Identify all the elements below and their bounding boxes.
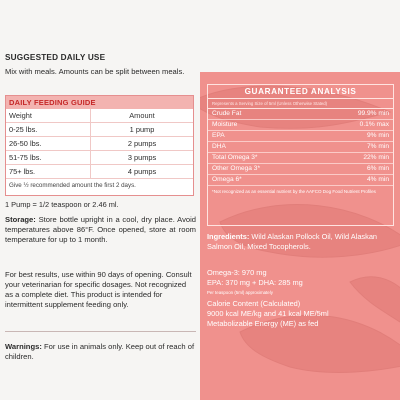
nutrient-value: 4% min	[367, 176, 389, 183]
warnings-text: For use in animals only. Keep out of reach of children.	[5, 342, 195, 361]
nutrient-name: EPA	[212, 132, 225, 139]
guaranteed-analysis-box	[207, 84, 394, 226]
epa-dha-amount: EPA: 370 mg + DHA: 285 mg	[207, 278, 303, 287]
nutrient-name: DHA	[212, 143, 226, 150]
amount-cell: 3 pumps	[91, 151, 194, 165]
suggested-daily-use-heading: SUGGESTED DAILY USE	[5, 53, 106, 62]
daily-feeding-guide-table	[5, 95, 194, 196]
omega3-amount: Omega-3: 970 mg	[207, 268, 267, 277]
nutrient-value: 6% min	[367, 165, 389, 172]
feeding-guide-title: DAILY FEEDING GUIDE	[6, 96, 193, 109]
nutrient-name: Crude Fat	[212, 110, 242, 117]
pump-equivalent: 1 Pump = 1/2 teaspoon or 2.46 ml.	[5, 200, 119, 209]
table-row	[6, 151, 193, 165]
nutrient-name: Moisture	[212, 121, 238, 128]
calorie-content	[207, 299, 393, 329]
analysis-row	[208, 153, 393, 164]
nutrient-value: 7% min	[367, 143, 389, 150]
weight-cell: 26-50 lbs.	[6, 137, 91, 151]
calorie-heading: Calorie Content (Calculated)	[207, 299, 301, 308]
nutrient-value: 22% min	[363, 154, 389, 161]
weight-cell: 75+ lbs.	[6, 165, 91, 179]
table-row	[6, 165, 193, 179]
nutrient-name: Total Omega 3*	[212, 154, 258, 161]
guaranteed-analysis-title: GUARANTEED ANALYSIS	[208, 85, 393, 99]
amount-cell: 1 pump	[91, 123, 194, 137]
right-panel	[200, 72, 400, 400]
section-divider	[5, 331, 196, 332]
ingredients-text: Wild Alaskan Pollock Oil, Wild Alaskan Salmon Oil, Mixed Tocopherols.	[207, 232, 378, 251]
calorie-line-2: Metabolizable Energy (ME) as fed	[207, 319, 319, 328]
analysis-row	[208, 109, 393, 120]
warnings-label: Warnings:	[5, 342, 42, 351]
table-row	[6, 123, 193, 137]
storage-label: Storage:	[5, 215, 36, 224]
amount-cell: 4 pumps	[91, 165, 194, 179]
analysis-row	[208, 164, 393, 175]
nutrient-value: 0.1% max	[359, 121, 389, 128]
analysis-row	[208, 175, 393, 186]
warnings-paragraph	[5, 342, 196, 362]
storage-paragraph	[5, 215, 196, 245]
ingredients-label: Ingredients:	[207, 232, 250, 241]
nutrient-value: 9% min	[367, 132, 389, 139]
table-row	[6, 137, 193, 151]
mix-instructions: Mix with meals. Amounts can be split between meals.	[5, 67, 185, 76]
storage-text: Store bottle upright in a cool, dry place. Avoid temperatures above 86°F. Once opened, store at room temperature for up to 1 month.	[5, 215, 196, 244]
weight-column-header: Weight	[6, 109, 91, 123]
table-header-row	[6, 109, 193, 123]
weight-cell: 51-75 lbs.	[6, 151, 91, 165]
per-serving-note: Per teaspoon (5ml) approximately	[207, 290, 273, 295]
nutrient-name: Omega 6*	[212, 176, 242, 183]
feeding-note: Give ½ recommended amount the first 2 days.	[9, 182, 136, 189]
calorie-line-1: 9000 kcal ME/kg and 41 kcal ME/5ml	[207, 309, 329, 318]
amount-cell: 2 pumps	[91, 137, 194, 151]
omega-content	[207, 268, 393, 298]
amount-column-header: Amount	[91, 109, 194, 123]
analysis-row	[208, 131, 393, 142]
ingredients-paragraph	[207, 232, 393, 252]
serving-size-note: Represents a Serving Size of 5ml (Unless Otherwise Stated)	[208, 99, 393, 109]
best-results-paragraph: For best results, use within 90 days of opening. Consult your veterinarian for specific dosages. Not recognized as a complete diet. This product is intended for intermittent supplement feeding only.	[5, 270, 192, 309]
feeding-table	[6, 109, 193, 179]
nutrient-name: Other Omega 3*	[212, 165, 261, 172]
analysis-row	[208, 142, 393, 153]
weight-cell: 0-25 lbs.	[6, 123, 91, 137]
analysis-row	[208, 120, 393, 131]
nutrient-value: 99.9% min	[357, 110, 389, 117]
analysis-footnote: *Not recognized as an essential nutrient by the AAFCO Dog Food Nutrient Profiles	[212, 189, 376, 194]
